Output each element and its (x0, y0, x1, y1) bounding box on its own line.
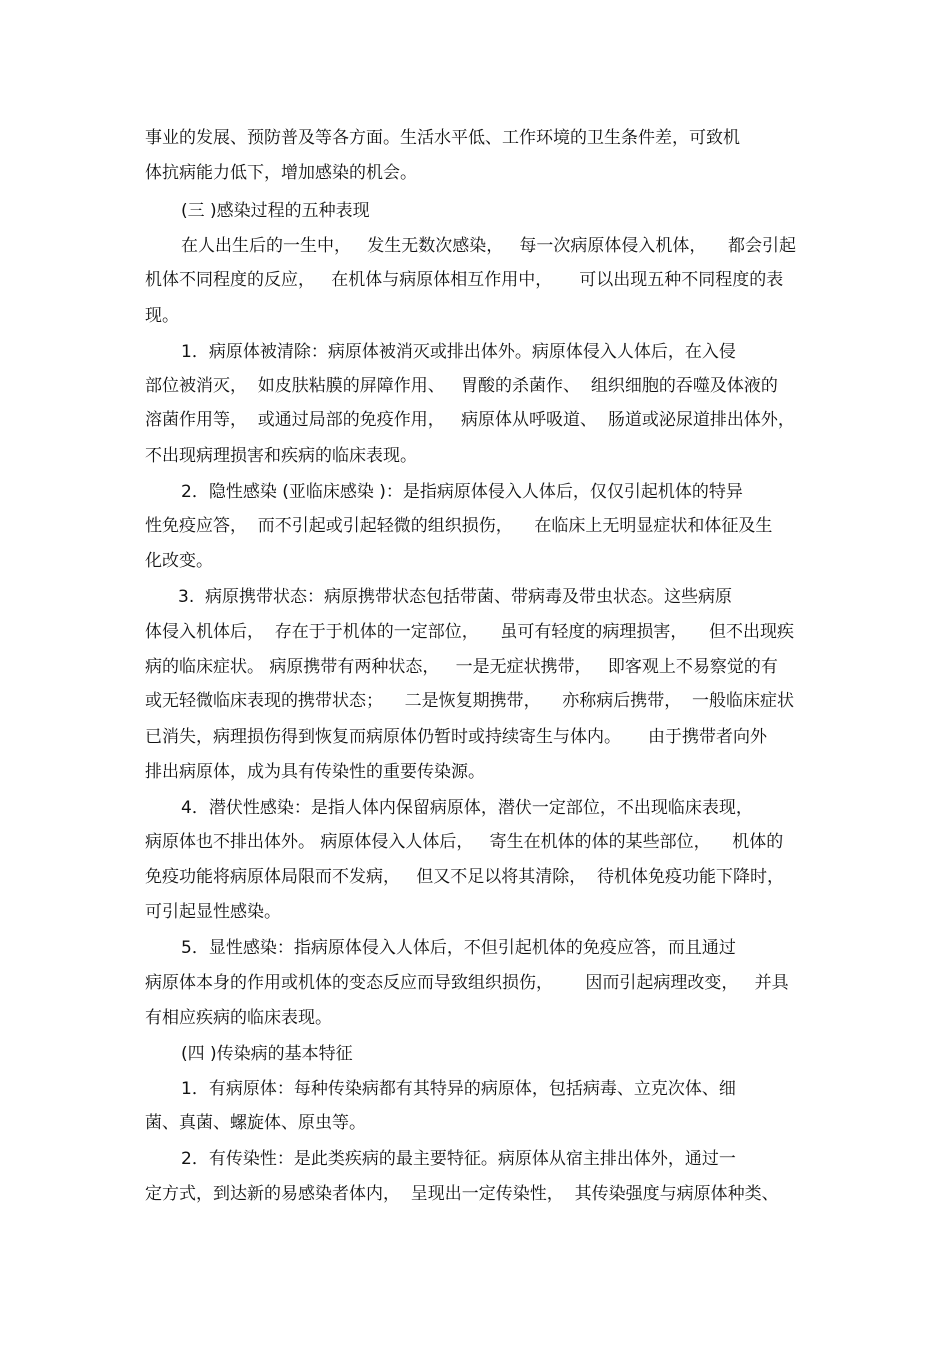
text-line: 部位被消灭， 如皮肤粘膜的屏障作用、 胃酸的杀菌作、 组织细胞的吞噬及体液的 (145, 376, 778, 396)
text-line: 性免疫应答， 而不引起或引起轻微的组织损伤， 在临床上无明显症状和体征及生 (145, 516, 773, 536)
text-line: 溶菌作用等， 或通过局部的免疫作用， 病原体从呼吸道、 肠道或泌尿道排出体外， (145, 410, 795, 430)
text-line: 定方式，到达新的易感染者体内， 呈现出一定传染性， 其传染强度与病原体种类、 (145, 1184, 779, 1204)
text-line: 化改变。 (145, 551, 213, 571)
list-item-heading: 1．病原体被清除：病原体被消灭或排出体外。病原体侵入人体后，在入侵 (181, 342, 736, 362)
text-line: 体侵入机体后， 存在于于机体的一定部位， 虽可有轻度的病理损害， 但不出现疾 (145, 622, 795, 642)
list-item-heading: 1．有病原体：每种传染病都有其特异的病原体，包括病毒、立克次体、细 (181, 1079, 736, 1099)
text-line: 已消失，病理损伤得到恢复而病原体仍暂时或持续寄生与体内。 由于携带者向外 (145, 727, 768, 747)
text-line: 可引起显性感染。 (145, 902, 281, 922)
text-line: 在人出生后的一生中， 发生无数次感染， 每一次病原体侵入机体， 都会引起 (181, 236, 797, 256)
text-line: 机体不同程度的反应， 在机体与病原体相互作用中， 可以出现五种不同程度的表 (145, 270, 784, 290)
section-heading: (三 )感染过程的五种表现 (181, 201, 370, 221)
text-line: 现。 (145, 306, 179, 326)
text-line: 不出现病理损害和疾病的临床表现。 (145, 446, 417, 466)
text-line: 有相应疾病的临床表现。 (145, 1008, 332, 1028)
list-item-heading: 2．隐性感染 (亚临床感染 )：是指病原体侵入人体后，仅仅引起机体的特异 (181, 482, 743, 502)
text-line: 病原体也不排出体外。 病原体侵入人体后， 寄生在机体的体的某些部位， 机体的 (145, 832, 784, 852)
list-item-heading: 4．潜伏性感染：是指人体内保留病原体，潜伏一定部位，不出现临床表现， (181, 798, 753, 818)
text-line: 菌、真菌、螺旋体、原虫等。 (145, 1113, 366, 1133)
text-line: 事业的发展、预防普及等各方面。生活水平低、工作环境的卫生条件差，可致机 (145, 128, 740, 148)
text-line: 免疫功能将病原体局限而不发病， 但又不足以将其清除， 待机体免疫功能下降时， (145, 867, 785, 887)
text-line: 病的临床症状。 病原携带有两种状态， 一是无症状携带， 即客观上不易察觉的有 (145, 657, 778, 677)
text-line: 排出病原体，成为具有传染性的重要传染源。 (145, 762, 485, 782)
text-line: 病原体本身的作用或机体的变态反应而导致组织损伤， 因而引起病理改变， 并具 (145, 973, 789, 993)
text-line: 或无轻微临床表现的携带状态； 二是恢复期携带， 亦称病后携带， 一般临床症状 (145, 691, 795, 711)
list-item-heading: 5．显性感染：指病原体侵入人体后，不但引起机体的免疫应答，而且通过 (181, 938, 736, 958)
list-item-heading: 2．有传染性：是此类疾病的最主要特征。病原体从宿主排出体外，通过一 (181, 1149, 736, 1169)
section-heading: (四 )传染病的基本特征 (181, 1044, 353, 1064)
text-line: 体抗病能力低下，增加感染的机会。 (145, 163, 417, 183)
list-item-heading: 3. 病原携带状态：病原携带状态包括带菌、带病毒及带虫状态。这些病原 (178, 587, 733, 607)
